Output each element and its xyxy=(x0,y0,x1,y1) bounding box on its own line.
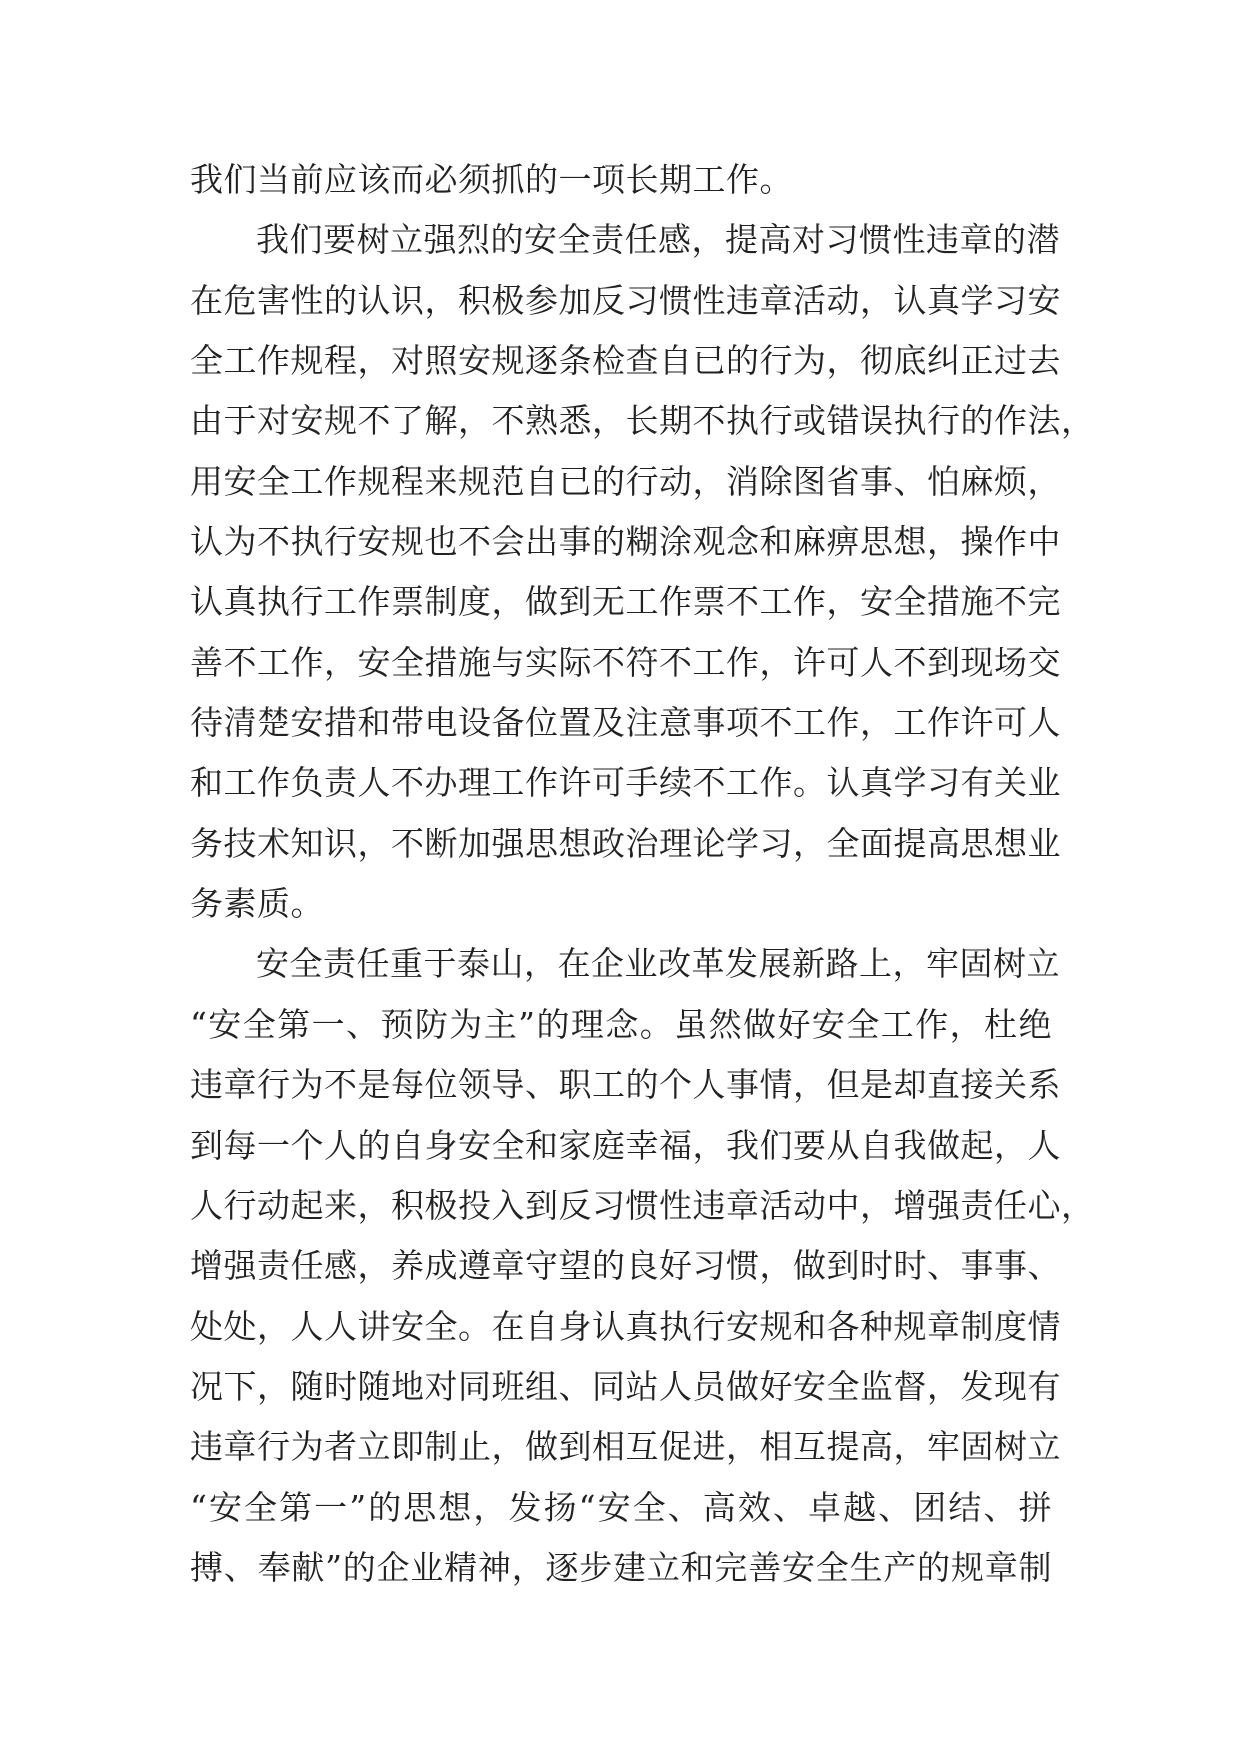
text-line: 在危害性的认识，积极参加反习惯性违章活动，认真学习安 xyxy=(190,280,1061,320)
text-line: 认真执行工作票制度，做到无工作票不工作，安全措施不完 xyxy=(190,582,1061,622)
text-line: 搏、奉献”的企业精神，逐步建立和完善安全生产的规章制 xyxy=(190,1547,1052,1587)
text-line: 待清楚安措和带电设备位置及注意事项不工作，工作许可人 xyxy=(190,703,1061,743)
text-line: 由于对安规不了解，不熟悉，长期不执行或错误执行的作法， xyxy=(190,401,1095,441)
text-line: 我们当前应该而必须抓的一项长期工作。 xyxy=(190,160,793,199)
text-line: 到每一个人的自身安全和家庭幸福，我们要从自我做起，人 xyxy=(190,1125,1061,1165)
text-line: 安全责任重于泰山，在企业改革发展新路上，牢固树立 xyxy=(256,944,1060,984)
text-line: 务技术知识，不断加强思想政治理论学习，全面提高思想业 xyxy=(190,823,1061,863)
text-line: 处处，人人讲安全。在自身认真执行安规和各种规章制度情 xyxy=(190,1306,1061,1346)
text-line: 违章行为者立即制止，做到相互促进，相互提高，牢固树立 xyxy=(190,1427,1061,1467)
text-line: 增强责任感，养成遵章守望的良好习惯，做到时时、事事、 xyxy=(190,1246,1061,1286)
text-line: 善不工作，安全措施与实际不符不工作，许可人不到现场交 xyxy=(190,642,1061,682)
body-text xyxy=(190,150,1095,1598)
text-line: 违章行为不是每位领导、职工的个人事情，但是却直接关系 xyxy=(190,1065,1061,1105)
text-line: 和工作负责人不办理工作许可手续不工作。认真学习有关业 xyxy=(190,763,1061,803)
text-line: 全工作规程，对照安规逐条检查自已的行为，彻底纠正过去 xyxy=(190,341,1061,381)
text-line: 务素质。 xyxy=(190,884,324,924)
text-line: 用安全工作规程来规范自已的行动，消除图省事、怕麻烦， xyxy=(190,461,1061,501)
text-line: “安全第一、预防为主”的理念。虽然做好安全工作，杜绝 xyxy=(190,1004,1052,1044)
text-line: 人行动起来，积极投入到反习惯性违章活动中，增强责任心， xyxy=(190,1185,1095,1225)
text-line: 况下，随时随地对同班组、同站人员做好安全监督，发现有 xyxy=(190,1366,1061,1406)
text-line: 认为不执行安规也不会出事的糊涂观念和麻痹思想，操作中 xyxy=(190,522,1061,562)
text-line: 我们要树立强烈的安全责任感，提高对习惯性违章的潜 xyxy=(256,220,1060,260)
text-line: “安全第一”的思想，发扬“安全、高效、卓越、团结、拼 xyxy=(190,1487,1052,1527)
